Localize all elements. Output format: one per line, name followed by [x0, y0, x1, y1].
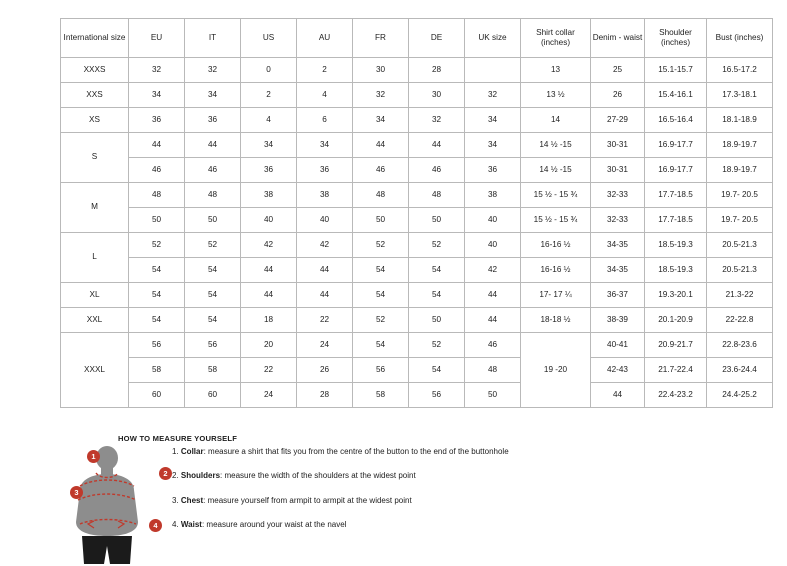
- cell: 22.8-23.6: [707, 333, 773, 358]
- cell: 24: [241, 383, 297, 408]
- item-text: : measure a shirt that fits you from the centre of the button to the end of the buttonhole: [203, 447, 509, 456]
- cell: 44: [297, 258, 353, 283]
- item-text: : measure the width of the shoulders at the widest point: [220, 471, 416, 481]
- cell: 20.5-21.3: [707, 233, 773, 258]
- cell: 52: [353, 308, 409, 333]
- cell: 19.3-20.1: [645, 283, 707, 308]
- cell: 48: [129, 183, 185, 208]
- size-label: L: [61, 233, 129, 283]
- cell: 42-43: [591, 358, 645, 383]
- cell: 24: [297, 333, 353, 358]
- table-row: [61, 83, 773, 108]
- size-label: XL: [61, 283, 129, 308]
- table-row: [61, 258, 773, 283]
- cell: 44: [465, 308, 521, 333]
- cell: 32-33: [591, 208, 645, 233]
- cell: 30-31: [591, 158, 645, 183]
- cell: 48: [465, 358, 521, 383]
- cell: 34-35: [591, 233, 645, 258]
- cell: 20.1-20.9: [645, 308, 707, 333]
- cell: 38: [241, 183, 297, 208]
- table-row: [61, 133, 773, 158]
- cell: 34-35: [591, 258, 645, 283]
- cell: 17.3-18.1: [707, 83, 773, 108]
- cell: 56: [129, 333, 185, 358]
- cell: 28: [297, 383, 353, 408]
- table-row: [61, 308, 773, 333]
- item-label: Waist: [180, 520, 202, 530]
- column-header: IT: [185, 19, 241, 58]
- table-row: [61, 233, 773, 258]
- cell: 14 ½ -15: [521, 133, 591, 158]
- table-row: [61, 208, 773, 233]
- cell: 18.5-19.3: [645, 258, 707, 283]
- item-label: Shoulders: [180, 471, 221, 481]
- cell: 18.5-19.3: [645, 233, 707, 258]
- table-header-row: [61, 19, 773, 58]
- cell: 54: [409, 258, 465, 283]
- cell: 15.4-16.1: [645, 83, 707, 108]
- list-item: [172, 447, 642, 457]
- cell: 17.7-18.5: [645, 183, 707, 208]
- cell: 34: [465, 108, 521, 133]
- cell: 58: [185, 358, 241, 383]
- cell: 26: [297, 358, 353, 383]
- cell: 21.3-22: [707, 283, 773, 308]
- cell: 18: [241, 308, 297, 333]
- cell: 13: [521, 58, 591, 83]
- cell: 15 ½ - 15 ¾: [521, 208, 591, 233]
- item-label: Collar: [180, 447, 204, 456]
- cell: 46: [353, 158, 409, 183]
- cell: 52: [185, 233, 241, 258]
- neck-shape: [101, 466, 113, 475]
- cell: 16-16 ½: [521, 233, 591, 258]
- item-label: Chest: [180, 495, 204, 505]
- cell: 60: [129, 383, 185, 408]
- size-label: XXL: [61, 308, 129, 333]
- cell: 34: [465, 133, 521, 158]
- column-header: UK size: [465, 19, 521, 58]
- cell: 44: [297, 283, 353, 308]
- cell: 16-16 ½: [521, 258, 591, 283]
- cell: 14: [521, 108, 591, 133]
- how-to-measure-title: HOW TO MEASURE YOURSELF: [118, 434, 238, 443]
- cell: 54: [353, 333, 409, 358]
- cell: 54: [409, 283, 465, 308]
- cell: 56: [185, 333, 241, 358]
- cell: 36: [241, 158, 297, 183]
- cell: 48: [409, 183, 465, 208]
- cell: 46: [129, 158, 185, 183]
- shorts-shape: [82, 536, 132, 564]
- cell: 19.7- 20.5: [707, 208, 773, 233]
- list-item: [172, 471, 642, 481]
- cell: 42: [241, 233, 297, 258]
- cell: 6: [297, 108, 353, 133]
- item-text: : measure around your waist at the navel: [201, 520, 347, 530]
- cell: 40: [297, 208, 353, 233]
- cell: 56: [353, 358, 409, 383]
- body-diagram: [60, 444, 180, 566]
- cell: 32: [185, 58, 241, 83]
- cell: 38: [465, 183, 521, 208]
- cell: 36-37: [591, 283, 645, 308]
- table-row: [61, 383, 773, 408]
- cell: 20.9-21.7: [645, 333, 707, 358]
- cell: 13 ½: [521, 83, 591, 108]
- item-number: 1.: [172, 447, 179, 456]
- cell: 36: [465, 158, 521, 183]
- column-header: DE: [409, 19, 465, 58]
- cell: 16.5-17.2: [707, 58, 773, 83]
- cell: 50: [409, 308, 465, 333]
- cell: 54: [185, 283, 241, 308]
- cell: 54: [353, 258, 409, 283]
- cell: 22-22.8: [707, 308, 773, 333]
- cell: 34: [185, 83, 241, 108]
- column-header: Bust (inches): [707, 19, 773, 58]
- size-label: XXXS: [61, 58, 129, 83]
- cell: 40: [465, 233, 521, 258]
- item-number: 4.: [172, 520, 179, 530]
- column-header: Shoulder (inches): [645, 19, 707, 58]
- cell: 20.5-21.3: [707, 258, 773, 283]
- cell: 54: [129, 258, 185, 283]
- item-number: 3.: [172, 495, 179, 505]
- cell: 52: [353, 233, 409, 258]
- cell: 46: [465, 333, 521, 358]
- list-item: [172, 520, 642, 530]
- callout-badge-3: 3: [70, 486, 83, 499]
- cell: 34: [241, 133, 297, 158]
- item-number: 2.: [172, 471, 179, 481]
- cell: 54: [353, 283, 409, 308]
- cell: 0: [241, 58, 297, 83]
- column-header: Denim - waist: [591, 19, 645, 58]
- column-header: EU: [129, 19, 185, 58]
- cell: 30: [409, 83, 465, 108]
- cell: 46: [185, 158, 241, 183]
- callout-badge-2: 2: [159, 467, 172, 480]
- cell: 16.5-16.4: [645, 108, 707, 133]
- cell: 18.9-19.7: [707, 133, 773, 158]
- cell: 25: [591, 58, 645, 83]
- cell: 38-39: [591, 308, 645, 333]
- table-row: [61, 183, 773, 208]
- cell: 18.9-19.7: [707, 158, 773, 183]
- cell: 15 ½ - 15 ¾: [521, 183, 591, 208]
- cell: 32: [465, 83, 521, 108]
- size-label: M: [61, 183, 129, 233]
- cell: 48: [353, 183, 409, 208]
- cell: 18-18 ½: [521, 308, 591, 333]
- cell: 52: [409, 333, 465, 358]
- table-row: [61, 283, 773, 308]
- cell: 40-41: [591, 333, 645, 358]
- cell: 50: [465, 383, 521, 408]
- callout-badge-1: 1: [87, 450, 100, 463]
- cell: 52: [129, 233, 185, 258]
- cell: 34: [297, 133, 353, 158]
- how-to-measure-list: [172, 447, 642, 545]
- cell: 44: [129, 133, 185, 158]
- size-label: S: [61, 133, 129, 183]
- cell: 58: [353, 383, 409, 408]
- table-row: [61, 333, 773, 358]
- column-header: FR: [353, 19, 409, 58]
- cell: 44: [591, 383, 645, 408]
- table-row: [61, 158, 773, 183]
- cell: 32: [129, 58, 185, 83]
- size-chart-table: [60, 18, 773, 408]
- cell: 54: [129, 308, 185, 333]
- cell: 34: [353, 108, 409, 133]
- cell: 52: [409, 233, 465, 258]
- cell: 42: [465, 258, 521, 283]
- cell: 14 ½ -15: [521, 158, 591, 183]
- cell: 15.1-15.7: [645, 58, 707, 83]
- cell: 18.1-18.9: [707, 108, 773, 133]
- cell: 54: [129, 283, 185, 308]
- column-header: Shirt collar (inches): [521, 19, 591, 58]
- cell: 4: [241, 108, 297, 133]
- cell: 16.9-17.7: [645, 158, 707, 183]
- cell: 50: [185, 208, 241, 233]
- table-row: [61, 58, 773, 83]
- cell: 26: [591, 83, 645, 108]
- cell: 30: [353, 58, 409, 83]
- cell: 44: [185, 133, 241, 158]
- cell: 54: [185, 308, 241, 333]
- cell: 50: [129, 208, 185, 233]
- cell: 34: [129, 83, 185, 108]
- cell: 56: [409, 383, 465, 408]
- cell: 44: [241, 258, 297, 283]
- cell: 32-33: [591, 183, 645, 208]
- cell: 50: [353, 208, 409, 233]
- cell: 23.6-24.4: [707, 358, 773, 383]
- cell: 40: [241, 208, 297, 233]
- cell: 40: [465, 208, 521, 233]
- list-item: [172, 496, 642, 506]
- cell: 36: [129, 108, 185, 133]
- cell: 32: [353, 83, 409, 108]
- column-header: International size: [61, 19, 129, 58]
- cell: 21.7-22.4: [645, 358, 707, 383]
- cell: 20: [241, 333, 297, 358]
- cell: [465, 58, 521, 83]
- cell: 22: [241, 358, 297, 383]
- item-text: : measure yourself from armpit to armpit at the widest point: [203, 495, 412, 505]
- cell: 2: [241, 83, 297, 108]
- cell: 32: [409, 108, 465, 133]
- table-row: [61, 358, 773, 383]
- cell: 24.4-25.2: [707, 383, 773, 408]
- cell: 27-29: [591, 108, 645, 133]
- cell: 28: [409, 58, 465, 83]
- callout-badge-4: 4: [149, 519, 162, 532]
- size-label: XXS: [61, 83, 129, 108]
- cell: 50: [409, 208, 465, 233]
- cell: 54: [185, 258, 241, 283]
- table-row: [61, 108, 773, 133]
- cell: 60: [185, 383, 241, 408]
- cell: 46: [409, 158, 465, 183]
- cell: 36: [185, 108, 241, 133]
- cell: 44: [409, 133, 465, 158]
- cell: 38: [297, 183, 353, 208]
- cell: 48: [185, 183, 241, 208]
- cell: 30-31: [591, 133, 645, 158]
- cell: 22.4-23.2: [645, 383, 707, 408]
- cell: 44: [465, 283, 521, 308]
- cell: 58: [129, 358, 185, 383]
- cell: 19.7- 20.5: [707, 183, 773, 208]
- cell: 42: [297, 233, 353, 258]
- cell: 17.7-18.5: [645, 208, 707, 233]
- cell: 22: [297, 308, 353, 333]
- size-label: XXXL: [61, 333, 129, 408]
- cell: 4: [297, 83, 353, 108]
- torso-illustration: [60, 444, 180, 566]
- cell: 17- 17 ¼: [521, 283, 591, 308]
- column-header: AU: [297, 19, 353, 58]
- cell: 54: [409, 358, 465, 383]
- cell: 44: [353, 133, 409, 158]
- cell: 16.9-17.7: [645, 133, 707, 158]
- cell: 2: [297, 58, 353, 83]
- cell: 44: [241, 283, 297, 308]
- column-header: US: [241, 19, 297, 58]
- cell: 36: [297, 158, 353, 183]
- size-label: XS: [61, 108, 129, 133]
- cell-collar-merged: 19 -20: [521, 333, 591, 408]
